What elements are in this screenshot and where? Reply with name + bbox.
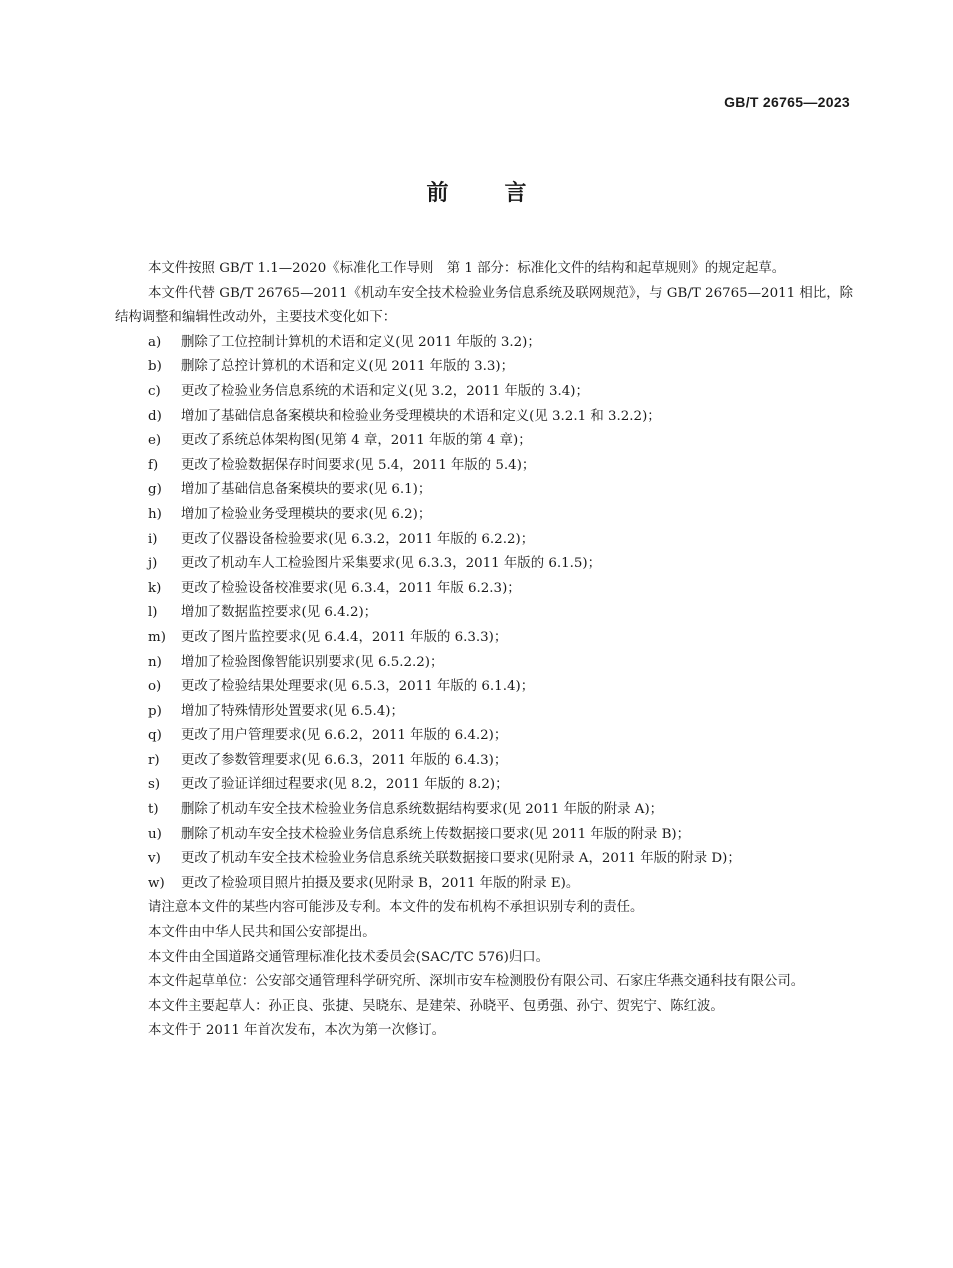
list-item — [115, 626, 853, 651]
list-marker: b) — [148, 359, 162, 375]
list-marker: h) — [148, 506, 162, 522]
list-item-text: 更改了仪器设备检验要求(见 6.3.2，2011 年版的 6.2.2)； — [181, 531, 535, 547]
list-marker: k) — [148, 580, 162, 596]
list-item — [115, 823, 853, 848]
list-item — [115, 675, 853, 700]
list-marker: w) — [148, 875, 165, 891]
list-item — [115, 700, 853, 725]
technical-changes-list — [115, 331, 853, 897]
list-item-text: 删除了机动车安全技术检验业务信息系统上传数据接口要求(见 2011 年版的附录 B)； — [181, 826, 691, 842]
list-marker: g) — [148, 482, 162, 498]
list-item — [115, 847, 853, 872]
intro-paragraph-drafting-rules: 本文件按照 GB/T 1.1—2020《标准化工作导则 第 1 部分：标准化文件的结构和起草规则》的规定起草。 — [148, 261, 786, 276]
list-item-text: 更改了机动车人工检验图片采集要求(见 6.3.3，2011 年版的 6.1.5)； — [181, 556, 602, 572]
page-title: 前言 — [426, 181, 583, 206]
list-item-text: 更改了机动车安全技术检验业务信息系统关联数据接口要求(见附录 A，2011 年版的附录 D)； — [181, 851, 741, 867]
list-item — [115, 405, 853, 430]
patent-notice: 请注意本文件的某些内容可能涉及专利。本文件的发布机构不承担识别专利的责任。 — [148, 900, 644, 916]
list-marker: e) — [148, 433, 162, 449]
intro-paragraph-replacement: 本文件代替 GB/T 26765—2011《机动车安全技术检验业务信息系统及联网规范》，与 GB/T 26765—2011 相比，除结构调整和编辑性改动外，主要技术变化如下： — [115, 285, 853, 326]
list-item — [115, 773, 853, 798]
list-item — [115, 528, 853, 553]
foreword-body — [115, 257, 853, 1044]
list-marker: u) — [148, 826, 162, 842]
list-item-text: 增加了检验图像智能识别要求(见 6.5.2.2)； — [181, 654, 444, 670]
list-item-text: 删除了机动车安全技术检验业务信息系统数据结构要求(见 2011 年版的附录 A)； — [181, 802, 664, 818]
list-item-text: 更改了检验业务信息系统的术语和定义(见 3.2，2011 年版的 3.4)； — [181, 383, 589, 399]
list-item — [115, 601, 853, 626]
list-marker: c) — [148, 383, 161, 399]
list-marker: o) — [148, 679, 162, 695]
list-item-text: 更改了检验数据保存时间要求(见 5.4，2011 年版的 5.4)； — [181, 457, 536, 473]
list-item-text: 更改了检验结果处理要求(见 6.5.3，2011 年版的 6.1.4)； — [181, 679, 535, 695]
list-item — [115, 355, 853, 380]
list-item-text: 更改了检验设备校准要求(见 6.3.4，2011 年版 6.2.3)； — [181, 580, 521, 596]
list-item-text: 更改了验证详细过程要求(见 8.2，2011 年版的 8.2)； — [181, 777, 509, 793]
list-item — [115, 331, 853, 356]
list-item — [115, 478, 853, 503]
publication-history: 本文件于 2011 年首次发布，本次为第一次修订。 — [148, 1023, 446, 1039]
list-marker: p) — [148, 703, 162, 719]
list-marker: l) — [148, 605, 158, 621]
list-item-text: 增加了检验业务受理模块的要求(见 6.2)； — [181, 506, 432, 522]
document-code: GB/T 26765—2023 — [724, 94, 850, 110]
list-item — [115, 724, 853, 749]
list-item-text: 删除了工位控制计算机的术语和定义(见 2011 年版的 3.2)； — [181, 334, 541, 350]
list-item-text: 更改了检验项目照片拍摄及要求(见附录 B，2011 年版的附录 E)。 — [181, 875, 580, 891]
list-item — [115, 503, 853, 528]
list-item-text: 删除了总控计算机的术语和定义(见 2011 年版的 3.3)； — [181, 359, 515, 375]
list-marker: d) — [148, 408, 162, 424]
list-item — [115, 798, 853, 823]
list-marker: v) — [148, 851, 161, 867]
list-item — [115, 429, 853, 454]
list-marker: s) — [148, 777, 161, 793]
list-marker: t) — [148, 802, 159, 818]
proposer-statement: 本文件由中华人民共和国公安部提出。 — [148, 925, 376, 941]
list-item-text: 增加了基础信息备案模块和检验业务受理模块的术语和定义(见 3.2.1 和 3.2.2)； — [181, 408, 661, 424]
list-item-text: 增加了特殊情形处置要求(见 6.5.4)； — [181, 703, 404, 719]
list-marker: n) — [148, 654, 162, 670]
list-item-text: 增加了基础信息备案模块的要求(见 6.1)； — [181, 482, 432, 498]
technical-committee-statement: 本文件由全国道路交通管理标准化技术委员会(SAC/TC 576)归口。 — [148, 949, 550, 965]
list-marker: m) — [148, 629, 166, 645]
list-item-text: 更改了系统总体架构图(见第 4 章，2011 年版的第 4 章)； — [181, 433, 532, 449]
principal-drafters: 本文件主要起草人：孙正良、张捷、吴晓东、是建荣、孙晓平、包勇强、孙宁、贺宪宁、陈红波。 — [148, 998, 724, 1014]
list-item — [115, 454, 853, 479]
list-item-text: 增加了数据监控要求(见 6.4.2)； — [181, 605, 378, 621]
list-item — [115, 577, 853, 602]
list-item — [115, 380, 853, 405]
list-marker: q) — [148, 728, 162, 744]
drafting-organizations: 本文件起草单位：公安部交通管理科学研究所、深圳市安车检测股份有限公司、石家庄华燕交通科技有限公司。 — [148, 974, 805, 990]
list-item-text: 更改了图片监控要求(见 6.4.4，2011 年版的 6.3.3)； — [181, 629, 508, 645]
list-marker: j) — [148, 556, 158, 572]
list-item — [115, 872, 853, 897]
list-marker: i) — [148, 531, 158, 547]
list-marker: f) — [148, 457, 159, 473]
list-item — [115, 651, 853, 676]
list-marker: r) — [148, 752, 160, 768]
list-item — [115, 749, 853, 774]
list-item — [115, 552, 853, 577]
list-item-text: 更改了参数管理要求(见 6.6.3，2011 年版的 6.4.3)； — [181, 752, 508, 768]
list-marker: a) — [148, 334, 162, 350]
list-item-text: 更改了用户管理要求(见 6.6.2，2011 年版的 6.4.2)； — [181, 728, 508, 744]
